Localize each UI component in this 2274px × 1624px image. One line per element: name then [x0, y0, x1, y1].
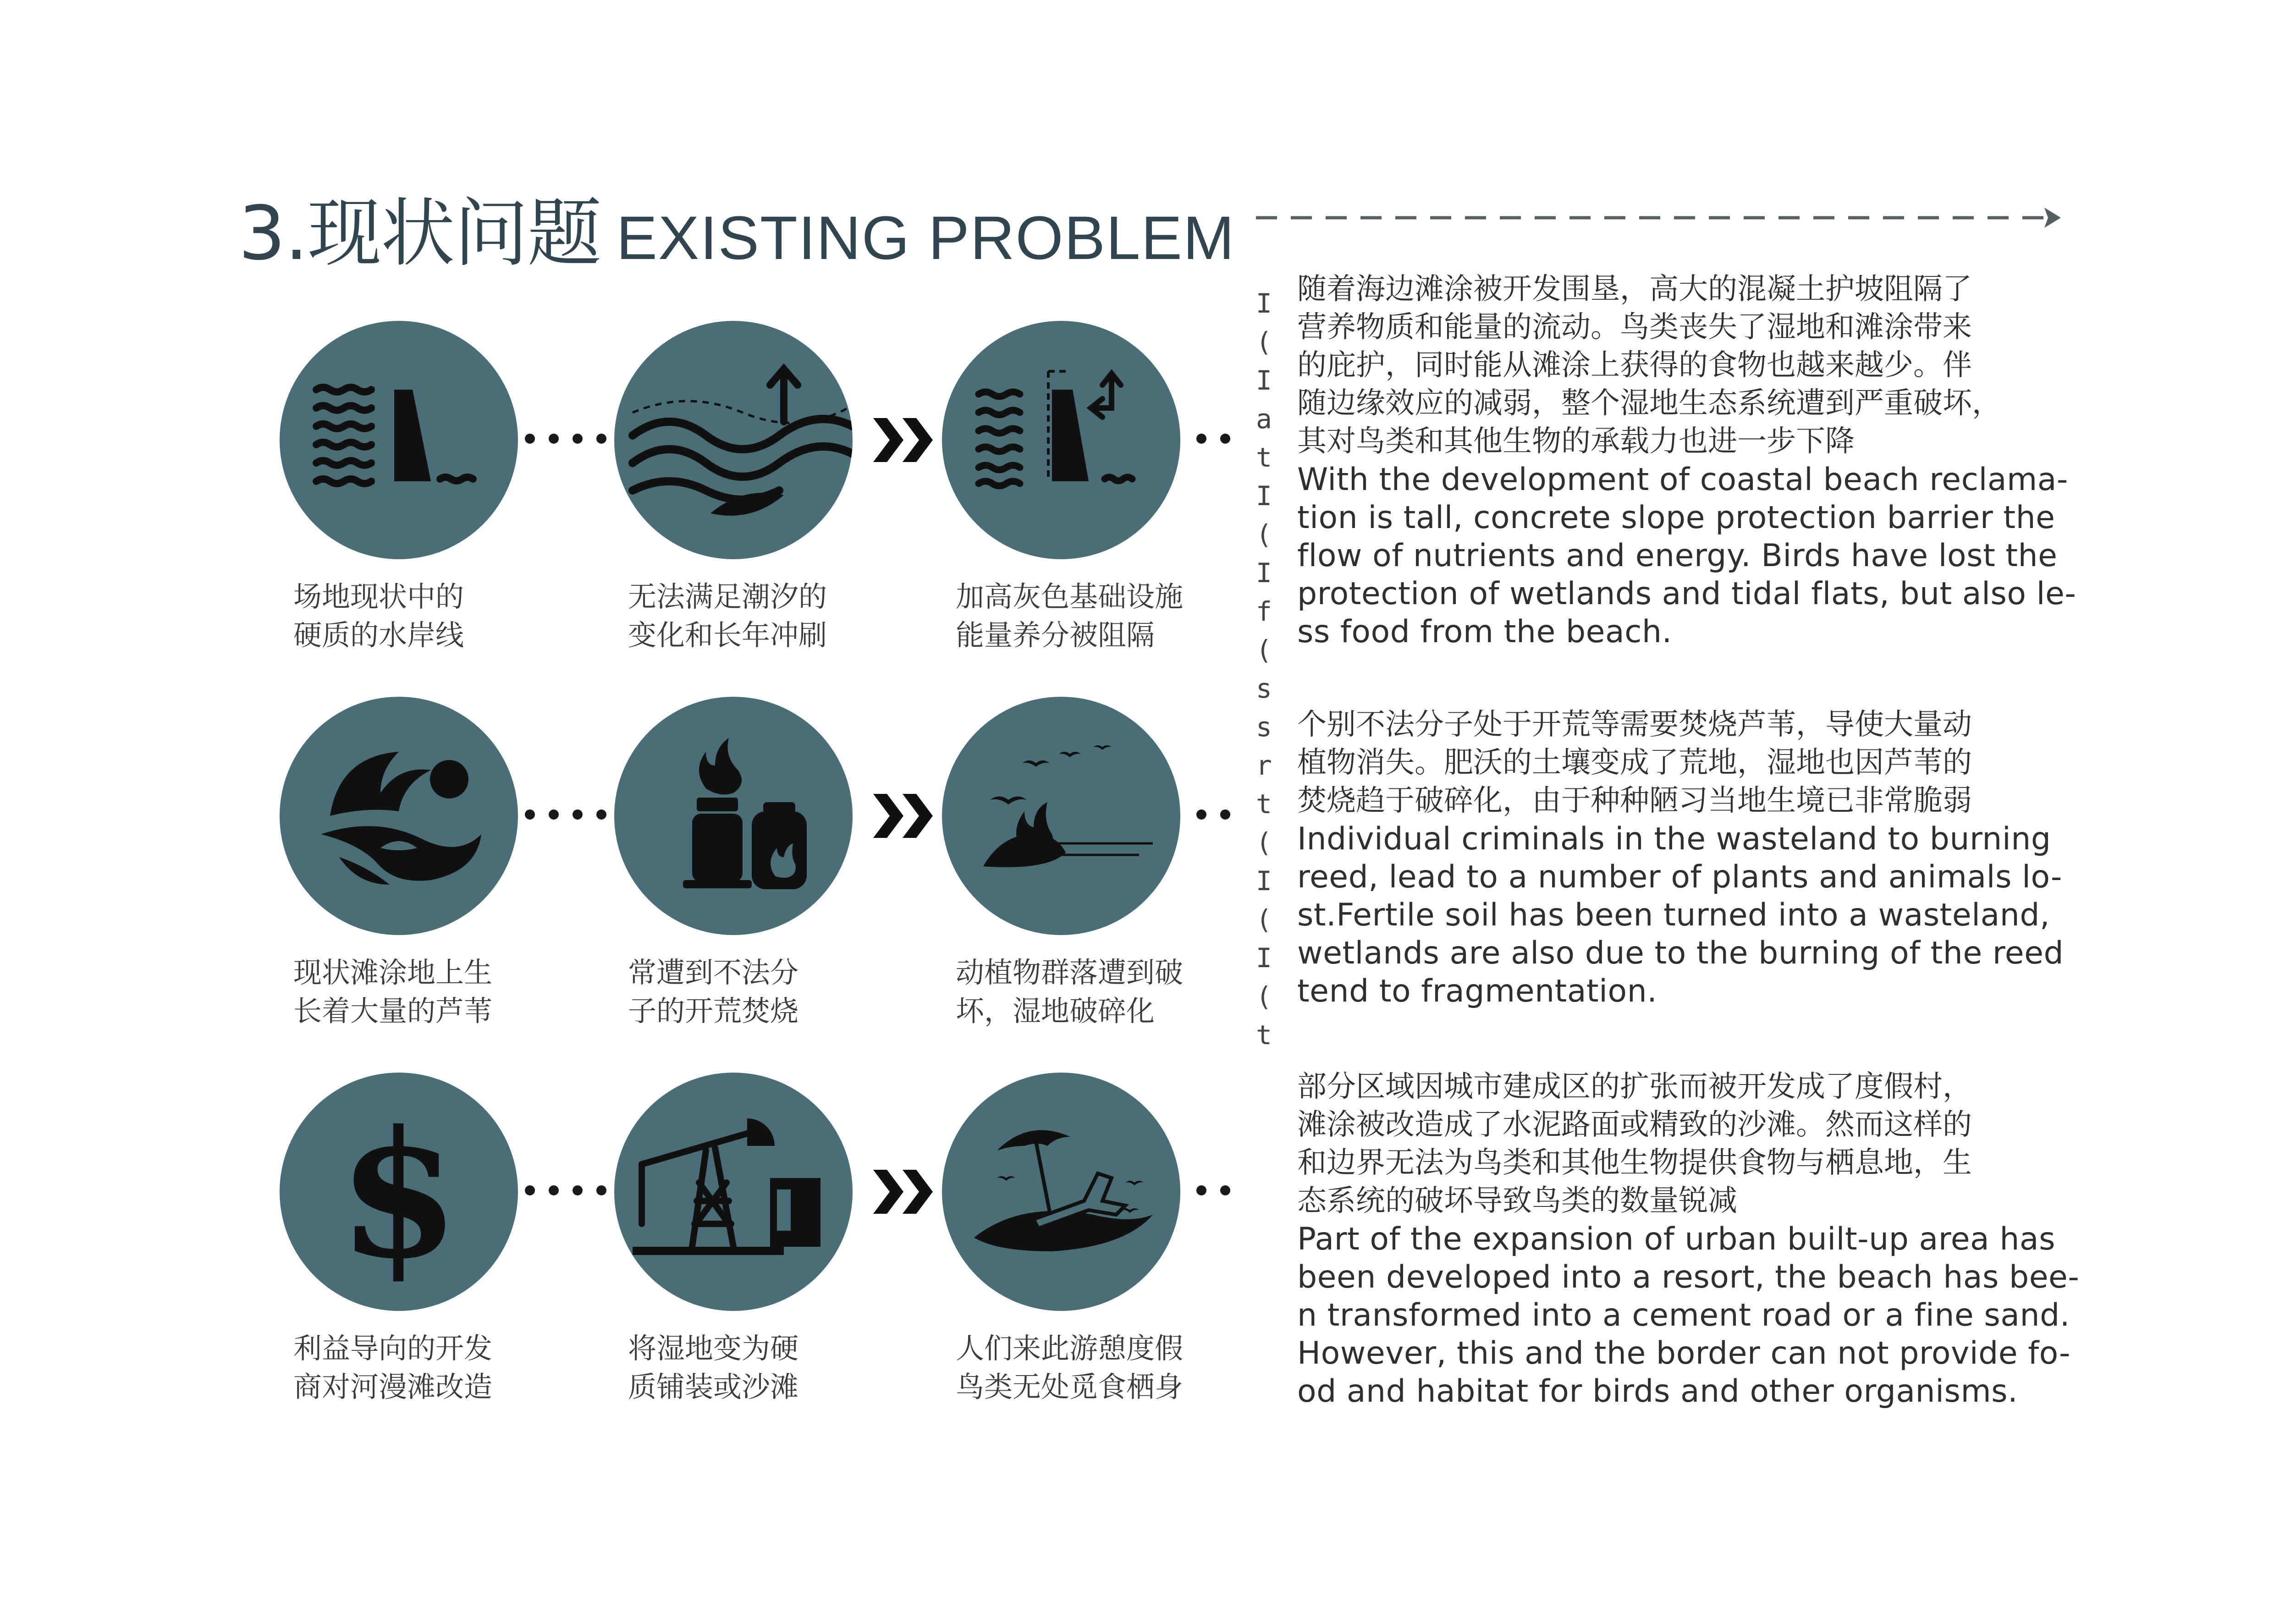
burning-birds-icon [942, 697, 1180, 935]
problem-caption: 常遭到不法分 子的开荒焚烧 [628, 956, 799, 1028]
title-chinese: 3.现状问题 [238, 191, 601, 277]
dollar-icon [280, 1073, 518, 1311]
paragraph-english: Individual criminals in the wasteland to burning reed, lead to a number of plants and animals lo- st.Fertile soil has been turned into a wasteland, wetlands are also due to the burning of the reed tend to fragmentation. [1297, 821, 2064, 1009]
problem-item [275, 1068, 568, 1426]
title-english: EXISTING PROBLEM [616, 204, 1235, 272]
chevron-right-icon [873, 418, 937, 462]
paragraph-english: With the development of coastal beach reclama- tion is tall, concrete slope protection barrier the flow of nutrients and energy. Birds have lost the protection of wetlands and tidal flats, but also le- ss food from the beach. [1297, 462, 2076, 650]
problem-caption: 无法满足潮汐的 变化和长年冲刷 [628, 580, 827, 652]
paragraph-english: Part of the expansion of urban built-up area has been developed into a resort, the beach has bee- n transformed into a cement road or a fine sand. However, this and the border can not provide fo- od and habitat for birds and other organisms. [1297, 1221, 2080, 1409]
connector-dots [525, 434, 606, 446]
problem-icon-grid [275, 316, 1265, 1462]
svg-text:$: $ [338, 1092, 460, 1297]
problem-item [937, 316, 1231, 674]
oil-pump-icon [614, 1073, 853, 1311]
problem-item [275, 692, 568, 1050]
reed-wetland-icon [280, 697, 518, 935]
problem-item [610, 692, 903, 1050]
paragraph-chinese: 个别不法分子处于开荒等需要焚烧芦苇，导使大量动 植物消失。肥沃的土壤变成了荒地，湿地也因芦苇的 焚烧趋于破碎化，由于种种陋习当地生境已非常脆弱 [1297, 708, 1972, 818]
paragraph-chinese: 随着海边滩涂被开发围垦，高大的混凝土护坡阻隔了 营养物质和能量的流动。鸟类丧失了湿地和滩涂带来 的庇护，同时能从滩涂上获得的食物也越来越少。伴 随边缘效应的减弱，整个湿地生态系统遭到严重破坏， 其对鸟类和其他生物的承载力也进一步下降 [1297, 272, 2001, 458]
seawall-waves-icon [280, 321, 518, 559]
chevron-right-icon [873, 1170, 937, 1214]
problem-caption: 现状滩涂地上生 长着大量的芦苇 [293, 956, 493, 1028]
chevron-right-icon [873, 794, 937, 838]
description-paragraph [1297, 270, 2076, 651]
problem-row [275, 316, 1265, 683]
paragraph-chinese: 部分区域因城市建成区的扩张而被开发成了度假村， 滩涂被改造成了水泥路面或精致的沙滩。然而这样的 和边界无法为鸟类和其他生物提供食物与栖息地，生 态系统的破坏导致鸟类的数量锐减 [1297, 1070, 1972, 1218]
problem-item [275, 316, 568, 674]
connector-dots [525, 809, 606, 822]
fire-fuel-icon [614, 697, 853, 935]
truncated-text-column: I ( I a t I ( I f ( s s r t ( I ( I ( t [1256, 288, 1272, 1051]
problem-caption: 场地现状中的 硬质的水岸线 [293, 580, 464, 652]
problem-caption: 人们来此游憩度假 鸟类无处觅食栖身 [956, 1332, 1184, 1404]
tide-wave-arrow-icon [614, 321, 853, 559]
problem-item [937, 692, 1231, 1050]
problem-row [275, 1068, 1265, 1435]
problem-item [610, 1068, 903, 1426]
problem-caption: 加高灰色基础设施 能量养分被阻隔 [956, 580, 1184, 652]
problem-row [275, 692, 1265, 1059]
connector-dots [525, 1185, 606, 1198]
problem-caption: 利益导向的开发 商对河漫滩改造 [293, 1332, 493, 1404]
problem-caption: 将湿地变为硬 质铺装或沙滩 [628, 1332, 799, 1404]
problem-caption: 动植物群落遭到破 坏，湿地破碎化 [956, 956, 1184, 1028]
beach-umbrella-icon [942, 1073, 1180, 1311]
connector-dots [1196, 434, 1230, 446]
problem-item [610, 316, 903, 674]
dashed-arrow-icon [1256, 204, 2063, 231]
connector-dots [1196, 809, 1230, 822]
problem-item [937, 1068, 1231, 1426]
description-paragraph [1297, 706, 2076, 1010]
connector-dots [1196, 1185, 1230, 1198]
description-paragraph [1297, 1068, 2080, 1410]
page-title [238, 174, 1235, 277]
raised-seawall-icon [942, 321, 1180, 559]
